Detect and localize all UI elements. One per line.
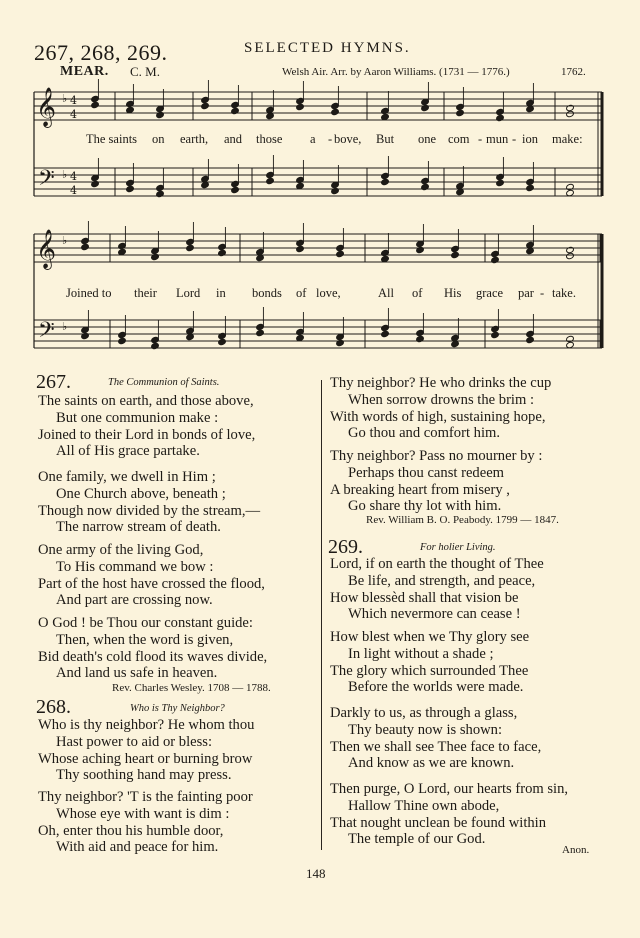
verse-line: Thy neighbor? 'T is the fainting poor (38, 789, 253, 805)
music-score (0, 0, 640, 380)
lyric-syllable: The saints (86, 132, 138, 146)
treble-clef: 𝄞 (36, 87, 57, 127)
note-head (496, 179, 505, 186)
verse-line: The saints on earth, and those above, (38, 393, 254, 409)
note-head (566, 246, 575, 253)
lyric-syllable: make: (552, 132, 583, 146)
tune-attribution: Welsh Air. Arr. by Aaron Williams. (1731 — 1776.) (282, 66, 510, 78)
note-head (331, 108, 340, 115)
hymn-269-stanza-2 (330, 629, 529, 696)
verse-line: Hast power to aid or bless: (56, 733, 213, 750)
verse-line: And know as we are known. (348, 755, 515, 772)
note-head (456, 109, 465, 116)
time-signature: 4 (70, 94, 77, 107)
hymn-268-credit: Rev. William B. O. Peabody. 1799 — 1847. (366, 514, 559, 526)
note-head (231, 186, 240, 193)
note-head (156, 111, 165, 118)
flat-sign: ♭ (62, 168, 68, 181)
verse-line: Perhaps thou canst redeem (348, 464, 505, 481)
note-head (566, 110, 575, 117)
verse-line: All of His grace partake. (56, 443, 200, 460)
flat-sign: ♭ (62, 320, 68, 333)
hymn-267-stanza-2 (38, 469, 260, 536)
note-head (151, 253, 160, 260)
hymn-268-stanza-3 (330, 375, 551, 442)
verse-line: Thy beauty now is shown: (348, 721, 503, 738)
verse-line: But one communion make : (56, 409, 219, 426)
lyric-syllable: com (448, 132, 470, 146)
lyric-syllable: grace (476, 286, 504, 300)
section-title: SELECTED HYMNS. (244, 40, 411, 56)
lyric-syllable: on (152, 132, 165, 146)
verse-line: Whose eye with want is dim : (56, 805, 230, 822)
lyric-syllable: - (328, 132, 333, 146)
lyric-syllable: - (512, 132, 517, 146)
verse-line: Joined to their Lord in bonds of love, (38, 426, 256, 443)
lyric-syllable: par (518, 286, 534, 300)
note-head (416, 335, 425, 342)
note-head (526, 336, 535, 343)
verse-line: Which nevermore can cease ! (348, 606, 521, 623)
verse-line: To His command we bow : (56, 558, 214, 575)
bass-clef: 𝄢 (38, 318, 55, 348)
treble-clef: 𝄞 (36, 229, 57, 269)
lyric-syllable: Joined to (66, 286, 112, 300)
verse-line: Thy neighbor? Pass no mourner by : (330, 448, 543, 464)
verse-line: Thy neighbor? He who drinks the cup (330, 375, 552, 391)
hymn-269-stanza-1 (330, 556, 544, 623)
verse-line: With words of high, sustaining hope, (330, 408, 546, 425)
note-head (218, 338, 227, 345)
verse-line: Go thou and comfort him. (348, 425, 500, 442)
verse-line: How blessèd shall that vision be (330, 589, 519, 606)
note-head (266, 177, 275, 184)
hymn-268-title: Who is Thy Neighbor? (130, 703, 225, 714)
bass-clef: 𝄢 (38, 166, 55, 196)
verse-line: Whose aching heart or burning brow (38, 750, 253, 767)
note-head (566, 335, 575, 342)
note-head (81, 243, 90, 250)
tune-name: MEAR. (60, 64, 109, 79)
note-head (421, 104, 430, 111)
time-signature: 4 (70, 184, 77, 197)
note-head (296, 245, 305, 252)
verse-line: One Church above, beneath ; (56, 485, 226, 502)
verse-line: Bid death's cold flood its waves divide, (38, 648, 268, 665)
note-head (381, 330, 390, 337)
note-head (491, 256, 500, 263)
verse-line: In light without a shade ; (348, 645, 494, 662)
verse-line: Be life, and strength, and peace, (348, 572, 536, 589)
verse-line: Who is thy neighbor? He whom thou (38, 717, 255, 733)
verse-line: Though now divided by the stream,— (38, 502, 261, 519)
hymn-267-number: 267. (36, 371, 71, 393)
verse-line: Then, when the word is given, (56, 631, 234, 648)
lyric-syllable: of (412, 286, 423, 300)
hymn-269-title: For holier Living. (420, 542, 496, 553)
note-head (331, 187, 340, 194)
hymn-numbers-heading: 267, 268, 269. (34, 40, 168, 65)
lyric-syllable: earth, (180, 132, 209, 146)
lyric-syllable: their (134, 286, 157, 300)
note-head (491, 331, 500, 338)
lyric-syllable: and (224, 132, 243, 146)
note-head (566, 252, 575, 259)
note-head (526, 184, 535, 191)
lyric-syllable: - (478, 132, 483, 146)
note-head (231, 107, 240, 114)
note-head (336, 250, 345, 257)
hymn-269-credit: Anon. (562, 844, 590, 856)
tune-meter: C. M. (130, 64, 160, 79)
lyric-syllable: His (444, 286, 462, 300)
verse-line: Lord, if on earth the thought of Thee (330, 556, 544, 572)
note-head (218, 249, 227, 256)
note-head (126, 185, 135, 192)
hymn-267-title: The Communion of Saints. (108, 377, 220, 388)
verse-line: That nought unclean be found within (330, 814, 547, 831)
flat-sign: ♭ (62, 92, 68, 105)
lyric-syllable: a (310, 132, 316, 146)
lyric-syllable: All (378, 286, 394, 300)
note-head (156, 190, 165, 197)
hymn-269-number: 269. (328, 536, 363, 558)
hymn-267-stanza-1 (38, 393, 255, 460)
verse-line: A breaking heart from misery , (330, 481, 510, 498)
hymn-268-stanza-1 (38, 717, 254, 784)
hymn-268-stanza-2 (38, 789, 253, 856)
lyric-syllable: mun (486, 132, 509, 146)
verse-line: Go share thy lot with him. (348, 498, 502, 515)
verse-line: And part are crossing now. (56, 592, 213, 609)
lyric-syllable: bove, (334, 132, 362, 146)
verse-line: How blest when we Thy glory see (330, 629, 530, 645)
verse-line: Oh, enter thou his humble door, (38, 822, 224, 839)
verse-line: Then we shall see Thee face to face, (330, 738, 542, 755)
verse-line: The glory which surrounded Thee (330, 662, 529, 679)
note-head (451, 251, 460, 258)
verse-line: The narrow stream of death. (56, 519, 221, 536)
verse-line: One army of the living God, (38, 542, 204, 558)
time-signature: 4 (70, 108, 77, 121)
verse-line: One family, we dwell in Him ; (38, 469, 216, 485)
note-head (91, 101, 100, 108)
hymn-267-credit: Rev. Charles Wesley. 1708 — 1788. (112, 682, 271, 694)
lyric-syllable: - (540, 286, 545, 300)
verse-line: Hallow Thine own abode, (348, 797, 500, 814)
note-head (566, 104, 575, 111)
note-head (381, 178, 390, 185)
note-head (416, 246, 425, 253)
verse-line: Darkly to us, as through a glass, (330, 705, 518, 721)
note-head (91, 180, 100, 187)
lyric-syllable: those (256, 132, 283, 146)
hymn-267-stanza-4 (38, 615, 267, 682)
note-head (496, 114, 505, 121)
lyric-syllable: in (216, 286, 226, 300)
verse-line: With aid and peace for him. (56, 839, 219, 856)
note-head (81, 332, 90, 339)
note-head (118, 337, 127, 344)
note-head (201, 102, 210, 109)
note-head (336, 339, 345, 346)
verse-line: Part of the host have crossed the flood, (38, 575, 265, 592)
note-head (421, 183, 430, 190)
verse-line: The temple of our God. (348, 831, 486, 848)
verse-line: When sorrow drowns the brim : (348, 391, 535, 408)
page-number: 148 (306, 866, 326, 881)
note-head (296, 103, 305, 110)
lyric-syllable: But (376, 132, 395, 146)
note-head (151, 342, 160, 349)
time-signature: 4 (70, 170, 77, 183)
tune-year: 1762. (561, 66, 586, 78)
hymn-267-stanza-3 (38, 542, 265, 609)
hymn-268-number: 268. (36, 696, 71, 718)
verse-line: Then purge, O Lord, our hearts from sin, (330, 781, 569, 797)
lyric-syllable: of (296, 286, 307, 300)
verse-line: O God ! be Thou our constant guide: (38, 615, 253, 631)
lyric-syllable: love, (316, 286, 341, 300)
lyric-syllable: take. (552, 286, 576, 300)
lyric-syllable: bonds (252, 286, 282, 300)
lyric-syllable: Lord (176, 286, 201, 300)
note-head (256, 329, 265, 336)
flat-sign: ♭ (62, 234, 68, 247)
verse-line: Thy soothing hand may press. (56, 767, 232, 784)
lyric-syllable: one (418, 132, 437, 146)
verse-line: And land us safe in heaven. (56, 665, 218, 682)
hymn-269-stanza-3 (330, 705, 541, 772)
verse-line: Before the worlds were made. (348, 679, 524, 696)
column-divider (321, 380, 322, 850)
note-head (566, 183, 575, 190)
lyric-syllable: ion (522, 132, 538, 146)
note-head (186, 244, 195, 251)
hymn-268-stanza-4 (330, 448, 542, 515)
hymn-269-stanza-4 (330, 781, 568, 848)
